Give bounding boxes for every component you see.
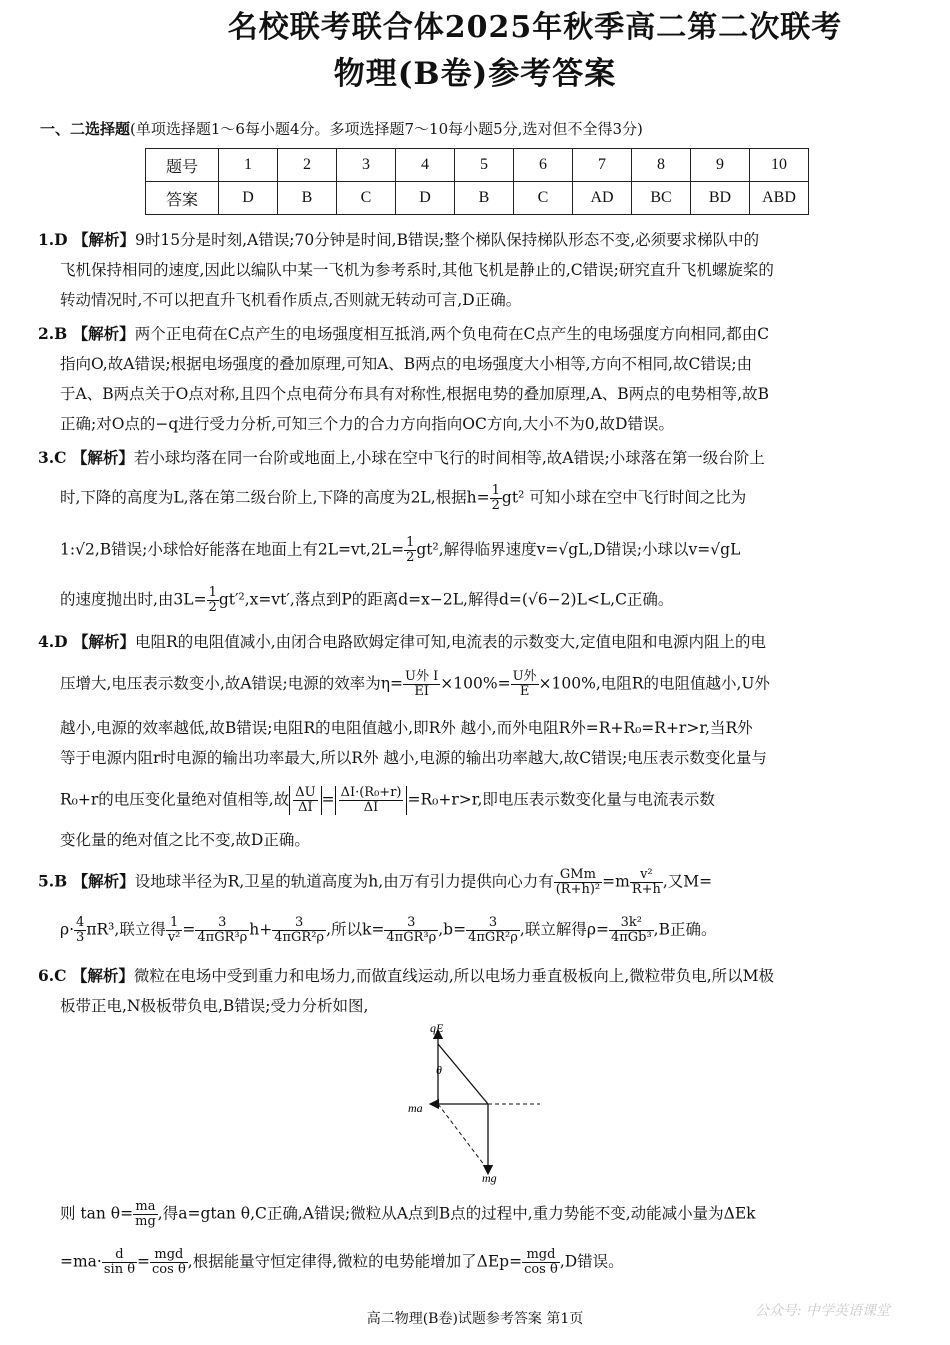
answer-cell: C: [337, 182, 396, 215]
question-number: 6: [514, 149, 573, 182]
frac-num: U外 I: [405, 669, 439, 684]
q3-line4-b: gt′²,x=vt′,落点到P的距离d=x−2L,解得d=(√6−2)L<L,C正确。: [218, 590, 674, 609]
frac-den: cos θ: [524, 1262, 558, 1277]
frac-den: E: [519, 684, 530, 699]
row-label-number: 题号: [146, 149, 219, 182]
frac-num: ma: [133, 1200, 158, 1215]
q4-tag: 4.D 【解析】: [38, 632, 136, 651]
q5-line2: [60, 916, 717, 945]
q1-tag: 1.D 【解析】: [38, 230, 136, 249]
frac-num: 1: [166, 916, 183, 931]
answer-subtitle: 物理(B卷)参考答案: [333, 56, 617, 92]
q5-l2g: ,联立解得ρ=: [519, 920, 609, 939]
fraction: [511, 670, 539, 699]
frac-num: 3k²: [609, 916, 654, 931]
frac-num: 3: [272, 916, 326, 931]
question-number: 4: [396, 149, 455, 182]
frac-den: cos θ: [152, 1262, 186, 1277]
fraction: [293, 786, 317, 815]
q1-line1: 9时15分是时刻,A错误;70分钟是时间,B错误;整个梯队保持梯队形态不变,必须要求梯队中的: [135, 231, 760, 249]
q3-line3: [60, 536, 740, 565]
q5-l2h: ,B正确。: [653, 920, 717, 939]
q4-line5: [60, 786, 715, 815]
fraction: [609, 916, 654, 945]
q3-line3-a: 1:√2,B错误;小球恰好能落在地面上有2L=vt,2L=: [60, 540, 405, 559]
frac-den: 4πGR³ρ: [386, 930, 437, 945]
q4-line6: 变化量的绝对值之比不变,故D正确。: [60, 831, 310, 849]
exam-title: 名校联考联合体2025年秋季高二第二次联考: [227, 10, 843, 45]
q6-line2: 板带正电,N极板带负电,B错误;受力分析如图,: [60, 997, 369, 1015]
frac-num: 3: [384, 916, 438, 931]
answer-cell: D: [219, 182, 278, 215]
q2-line3: 于A、B两点关于O点对称,且四个点电荷分布具有对称性,根据电势的叠加原理,A、B两点的电势相等,故B: [60, 385, 769, 403]
frac-num: 3: [195, 916, 249, 931]
fraction: [466, 916, 520, 945]
q3-line1: 若小球均落在同一台阶或地面上,小球在空中飞行的时间相等,故A错误;小球落在第一级台阶上: [133, 449, 765, 467]
q3-line2: [60, 484, 746, 513]
fraction: [133, 1200, 158, 1229]
q4-line5-c: =R₀+r>r,即电压表示数变化量与电流表示数: [407, 790, 715, 809]
fraction: [554, 868, 602, 897]
frac-num: mgd: [522, 1248, 560, 1263]
question-number: 8: [632, 149, 691, 182]
frac-num: 4: [76, 915, 85, 930]
fraction: [102, 1248, 137, 1277]
q4-line3: 越小,电源的效率越低,故B错误;电阻R的电阻值越小,即R外 越小,而外电阻R外=R+R₀=R+r>r,当R外: [60, 719, 753, 737]
section-label: 一、二选择题: [40, 120, 131, 138]
q4-line2-c: ×100%,电阻R的电阻值越小,U外: [538, 674, 770, 693]
q1-line2: 飞机保持相同的速度,因此以编队中某一飞机为参考系时,其他飞机是静止的,C错误;研究直升飞机螺旋桨的: [60, 261, 774, 279]
force-diagram: [400, 1020, 560, 1185]
section-note: (单项选择题1～6每小题4分。多项选择题7～10每小题5分,选对但不全得3分): [130, 120, 643, 138]
q6-line4-b: =: [137, 1252, 151, 1271]
frac-den: 3: [76, 930, 85, 945]
answer-cell: C: [514, 182, 573, 215]
frac-den: 2: [406, 550, 415, 565]
frac-num: 3: [466, 916, 520, 931]
frac-den: 4πGR²ρ: [468, 930, 518, 945]
dashed-diagonal: [438, 1104, 488, 1170]
q6-line1: 微粒在电场中受到重力和电场力,而做直线运动,所以电场力垂直极板向上,微粒带负电,所以M极: [133, 967, 775, 985]
q4-line5-a: R₀+r的电压变化量绝对值相等,故: [60, 790, 290, 809]
label-ma: ma: [408, 1101, 423, 1115]
q3-line2-b: gt² 可知小球在空中飞行时间之比为: [501, 488, 747, 507]
frac-den: 4πGR³ρ: [197, 930, 248, 945]
watermark: 公众号: 中学英语课堂: [754, 1303, 890, 1319]
label-theta: θ: [436, 1063, 442, 1077]
section-heading: [40, 118, 643, 139]
table-row: [146, 149, 809, 182]
frac-den: ΔI: [298, 800, 313, 815]
q3-line3-b: gt²,解得临界速度v=√gL,D错误;小球以v=√gL: [416, 540, 741, 559]
question-number: 2: [278, 149, 337, 182]
frac-den: R+h: [631, 882, 661, 897]
answer-cell: AD: [573, 182, 632, 215]
fraction: [403, 670, 440, 699]
q6-line4-a: =ma·: [60, 1252, 102, 1271]
q6-tag: 6.C 【解析】: [38, 966, 134, 985]
frac-num: ΔU: [295, 785, 316, 800]
q1-line3: 转动情况时,不可以把直升飞机看作质点,否则就无转动可言,D正确。: [60, 291, 522, 309]
q2-line1: 两个正电荷在C点产生的电场强度相互抵消,两个负电荷在C点产生的电场强度方向相同,都由C: [134, 325, 770, 343]
answer-cell: BD: [691, 182, 750, 215]
frac-num: 1: [208, 585, 217, 600]
question-number: 9: [691, 149, 750, 182]
fraction: [150, 1248, 188, 1277]
fraction: [272, 916, 326, 945]
frac-num: GMm: [554, 868, 602, 883]
q5-line1-c: ,又M=: [662, 872, 713, 891]
fraction: [630, 868, 663, 897]
q5-line1-a: 设地球半径为R,卫星的轨道高度为h,由万有引力提供向心力有: [134, 872, 554, 891]
fraction: [195, 916, 249, 945]
q6-line4-d: ,D错误。: [559, 1252, 624, 1271]
answer-cell: D: [396, 182, 455, 215]
frac-den: 2: [491, 498, 500, 513]
q3-line4-a: 的速度抛出时,由3L=: [60, 590, 207, 609]
answer-cell: B: [455, 182, 514, 215]
frac-den: v²: [167, 930, 181, 945]
page-footer: 高二物理(B卷)试题参考答案 第1页: [366, 1311, 584, 1327]
answer-cell: ABD: [750, 182, 809, 215]
frac-den: 2: [208, 600, 217, 615]
frac-den: 4πGb³: [610, 930, 652, 945]
fraction: [207, 586, 219, 615]
q5-l2e: ,所以k=: [326, 920, 385, 939]
q6-line3: [60, 1200, 756, 1229]
frac-num: ΔI·(R₀+r): [340, 785, 402, 800]
q4-line2-a: 压增大,电压表示数变小,故A错误;电源的效率为η=: [60, 674, 404, 693]
q5-line1-b: =m: [602, 872, 630, 891]
fraction: [339, 786, 404, 815]
row-label-answer: 答案: [146, 182, 219, 215]
label-qE: qE: [430, 1021, 444, 1035]
question-number: 7: [573, 149, 632, 182]
label-mg: mg: [482, 1171, 497, 1185]
q6-line4-c: ,根据能量守恒定律得,微粒的电势能增加了ΔEp=: [187, 1252, 523, 1271]
fraction: [490, 484, 502, 513]
q3-line4: [60, 586, 673, 615]
q6-line3-a: 则 tan θ=: [60, 1204, 134, 1223]
q5-l2b: πR³,联立得: [86, 920, 166, 939]
q2-line4: 正确;对O点的−q进行受力分析,可知三个力的合力方向指向OC方向,大小不为0,故D错误。: [60, 415, 674, 433]
q5-l2c: =: [182, 920, 196, 939]
answer-table: [145, 148, 809, 215]
table-row: [146, 182, 809, 215]
frac-den: (R+h)²: [555, 882, 601, 897]
frac-num: d: [102, 1248, 137, 1263]
q5-l2d: h+: [249, 920, 273, 939]
frac-den: ΔI: [363, 800, 379, 815]
q5-l2a: ρ·: [60, 920, 75, 939]
q3-tag: 3.C 【解析】: [38, 448, 134, 467]
answer-cell: BC: [632, 182, 691, 215]
fraction: [166, 916, 183, 945]
question-number: 1: [219, 149, 278, 182]
q4-line5-b: =: [321, 790, 335, 809]
q4-line1: 电阻R的电阻值减小,由闭合电路欧姆定律可知,电流表的示数变大,定值电阻和电源内阻上的电: [135, 633, 766, 651]
frac-den: mg: [135, 1214, 156, 1229]
q6-line4: [60, 1248, 624, 1277]
question-number: 10: [750, 149, 809, 182]
question-number: 3: [337, 149, 396, 182]
q4-line2-b: ×100%=: [440, 674, 511, 693]
q2-line2: 指向O,故A错误;根据电场强度的叠加原理,可知A、B两点的电场强度大小相等,方向不相同,故C错误;由: [60, 355, 753, 373]
fraction: [522, 1248, 560, 1277]
frac-num: v²: [630, 868, 663, 883]
q5-l2f: ,b=: [438, 920, 467, 939]
question-number: 5: [455, 149, 514, 182]
frac-den: EI: [414, 684, 429, 699]
frac-num: mgd: [150, 1248, 188, 1263]
fraction: [384, 916, 438, 945]
q6-line3-b: ,得a=gtan θ,C正确,A错误;微粒从A点到B点的过程中,重力势能不变,动能减小量为ΔEk: [157, 1204, 756, 1223]
frac-den: sin θ: [103, 1262, 136, 1277]
frac-num: 1: [406, 535, 415, 550]
q4-line2: [60, 670, 770, 699]
q2-tag: 2.B 【解析】: [38, 324, 135, 343]
answer-cell: B: [278, 182, 337, 215]
frac-num: U外: [512, 669, 537, 684]
fraction: [74, 916, 86, 945]
frac-den: 4πGR²ρ: [274, 930, 325, 945]
resultant-line: [438, 1044, 488, 1104]
frac-num: 1: [491, 483, 500, 498]
q5-tag: 5.B 【解析】: [38, 871, 135, 891]
q3-line2-a: 时,下降的高度为L,落在第二级台阶上,下降的高度为2L,根据h=: [60, 488, 490, 507]
q4-line4: 等于电源内阻r时电源的输出功率最大,所以R外 越小,电源的输出功率越大,故C错误;电压表示数变化量与: [60, 749, 767, 767]
fraction: [404, 536, 416, 565]
